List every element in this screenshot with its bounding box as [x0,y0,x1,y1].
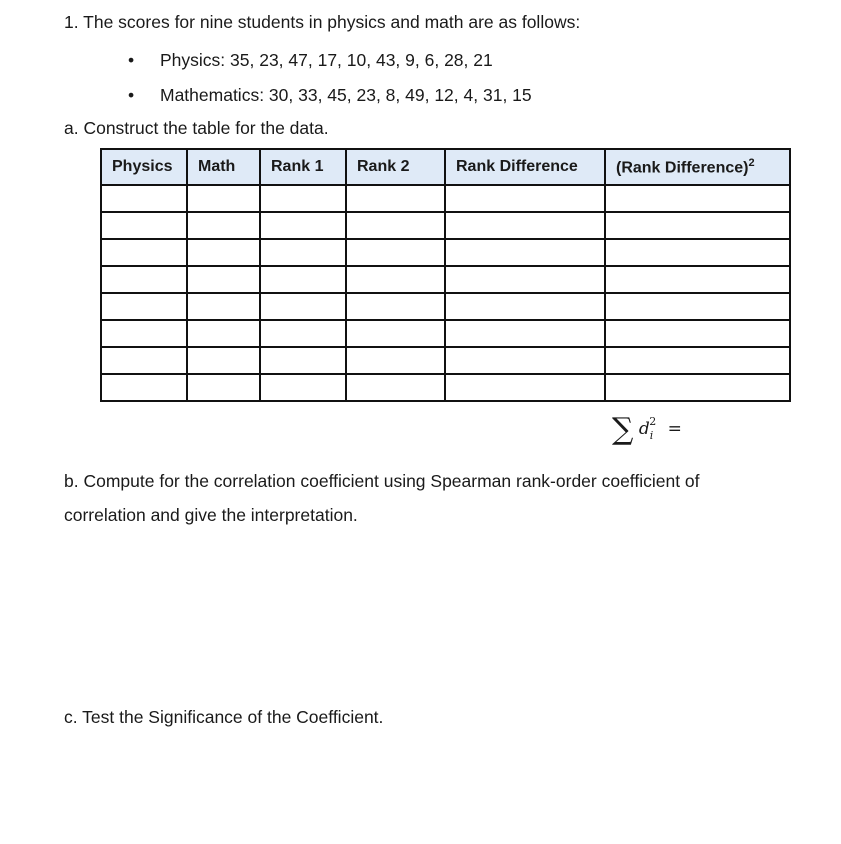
math-scores: Mathematics: 30, 33, 45, 23, 8, 49, 12, 4, 31, 15 [160,85,532,105]
table-cell [187,293,260,320]
table-row [101,347,790,374]
header-exponent: 2 [748,156,755,169]
table-cell [187,320,260,347]
table-cell [187,239,260,266]
table-cell [605,293,790,320]
table-cell [445,185,605,212]
table-cell [346,212,445,239]
table-cell [346,347,445,374]
table-cell [101,239,187,266]
table-cell [346,266,445,293]
table-cell [445,347,605,374]
table-cell [346,320,445,347]
table-cell [187,347,260,374]
table-cell [187,212,260,239]
part-c-instruction: c. Test the Significance of the Coefficient. [64,707,384,727]
table-row [101,185,790,212]
table-row [101,239,790,266]
table-cell [445,374,605,401]
table-cell [101,293,187,320]
table-cell [187,185,260,212]
header-rank-difference-squared [605,149,790,185]
table-cell [346,374,445,401]
table-cell [187,374,260,401]
table-row [101,212,790,239]
table-cell [101,185,187,212]
sum-of-squared-differences [612,412,682,447]
header-rank-2: Rank 2 [346,149,445,185]
physics-scores: Physics: 35, 23, 47, 17, 10, 43, 9, 6, 28, 21 [160,50,493,70]
table-row [101,293,790,320]
table-row [101,266,790,293]
table-row [101,374,790,401]
question-title: 1. The scores for nine students in physics and math are as follows: [64,12,581,32]
header-physics: Physics [101,149,187,185]
header-rank-difference-squared-label: (Rank Difference) [616,159,749,177]
table-cell [260,293,346,320]
table-cell [445,239,605,266]
table-cell [101,266,187,293]
bullet-marker: • [128,85,135,105]
table-cell [260,212,346,239]
table-cell [605,266,790,293]
sigma-symbol: ∑ [612,412,634,447]
table-cell [605,239,790,266]
header-rank-difference: Rank Difference [445,149,605,185]
table-cell [445,212,605,239]
equals-sign: = [667,419,682,439]
table-cell [346,185,445,212]
table-header-row [101,149,790,185]
table-cell [605,374,790,401]
table-cell [260,347,346,374]
table-cell [445,293,605,320]
part-a-instruction: a. Construct the table for the data. [64,118,329,138]
table-body [101,185,790,401]
bullet-marker: • [128,50,135,70]
table-cell [101,212,187,239]
table-cell [605,212,790,239]
table-cell [101,374,187,401]
table-cell [260,374,346,401]
table-cell [445,320,605,347]
table-cell [346,293,445,320]
table-row [101,320,790,347]
sum-variable: d [638,419,650,439]
sum-subscript: i [649,429,654,442]
table-cell [101,320,187,347]
table-cell [605,320,790,347]
table-cell [187,266,260,293]
rank-table [100,148,791,402]
sum-exponent: 2 [649,415,657,428]
table-cell [445,266,605,293]
part-b-instruction-line-1: b. Compute for the correlation coefficient using Spearman rank-order coefficient of [64,471,700,491]
table-cell [605,185,790,212]
table-cell [346,239,445,266]
table-cell [605,347,790,374]
part-b-instruction-line-2: correlation and give the interpretation. [64,505,358,525]
header-rank-1: Rank 1 [260,149,346,185]
table-cell [260,266,346,293]
header-math: Math [187,149,260,185]
table-cell [260,320,346,347]
table-cell [260,185,346,212]
table-cell [260,239,346,266]
table-cell [101,347,187,374]
